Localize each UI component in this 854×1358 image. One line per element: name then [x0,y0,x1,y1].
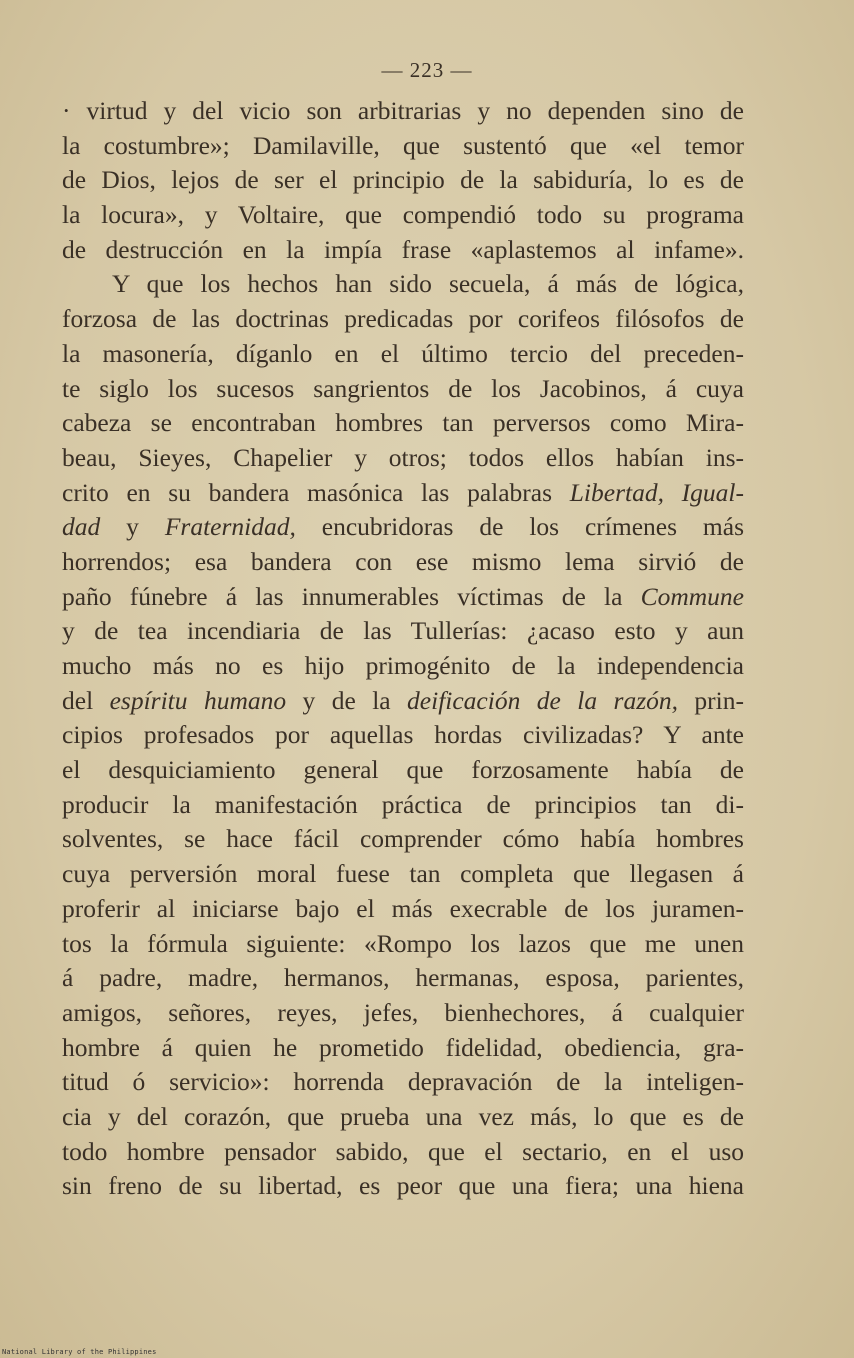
text-line: horrendos; esa bandera con ese mismo lema sirvió de [62,546,744,576]
text-line: el desquiciamiento general que forzosamente había de [62,755,744,785]
text-line: á padre, madre, hermanos, hermanas, esposa, parientes, [62,963,744,993]
text-line: tos la fórmula siguiente: «Rompo los lazos que me unen [62,928,744,958]
text-line: mucho más no es hijo primogénito de la independencia [62,651,744,680]
paragraph-start-line: Y que los hechos han sido secuela, á más de lógica, [112,269,744,299]
italic-run: dad [62,512,101,542]
page-body-text [62,94,744,1204]
text-run: encubridoras de los crímenes más [295,512,745,542]
library-credit: National Library of the Philippines [2,1348,157,1356]
text-line: cia y del corazón, que prueba una vez más, lo que es de [62,1101,744,1131]
italic-run: deificación de la razón, [407,685,678,715]
text-line [62,510,744,545]
text-line: todo hombre pensador sabido, que el sectario, en el uso [62,1136,744,1166]
text-run: prin- [678,685,744,715]
text-line: y de tea incendiaria de las Tullerías: ¿acaso esto y aun [62,616,744,646]
italic-run: Fraternidad, [164,512,296,542]
text-line: amigos, señores, reyes, jefes, bienhechores, á cualquier [62,997,744,1027]
text-run: y [100,512,165,542]
text-line: titud ó servicio»: horrenda depravación de la inteligen- [62,1067,744,1097]
text-line: te siglo los sucesos sangrientos de los Jacobinos, á cuya [62,373,744,403]
text-line: la locura», y Voltaire, que compendió todo su programa [62,200,744,230]
text-line: forzosa de las doctrinas predicadas por corifeos filósofos de [62,304,744,334]
text-line [62,684,744,719]
italic-run: Commune [640,581,744,611]
text-run: crito en su bandera masónica las palabras [62,477,570,507]
text-line: beau, Sieyes, Chapelier y otros; todos ellos habían ins- [62,442,744,472]
text-line: hombre á quien he prometido fidelidad, obediencia, gra- [62,1032,744,1062]
italic-run: espíritu humano [109,685,287,715]
text-line: la costumbre»; Damilaville, que sustentó que «el temor [62,130,744,160]
text-line [62,476,744,511]
text-line: sin freno de su libertad, es peor que una fiera; una hiena [62,1171,744,1201]
text-run: y de la [286,685,408,715]
text-line: cuya perversión moral fuese tan completa que llegasen á [62,859,744,889]
text-line: la masonería, díganlo en el último tercio del preceden- [62,338,744,368]
text-line: cipios profesados por aquellas hordas civilizadas? Y ante [62,720,744,750]
text-line [62,580,744,615]
italic-run: Libertad, Igual- [569,477,744,507]
text-line: solventes, se hace fácil comprender cómo había hombres [62,824,744,854]
text-line: · virtud y del vicio son arbitrarias y no dependen sino de [62,96,744,125]
text-line: proferir al iniciarse bajo el más execrable de los juramen- [62,893,744,923]
page-number: — 223 — [381,58,473,82]
text-line: de destrucción en la impía frase «aplastemos al infame». [62,234,744,264]
text-line: producir la manifestación práctica de principios tan di- [62,789,744,819]
text-run: del [62,685,110,715]
text-run: paño fúnebre á las innumerables víctimas de la [62,581,641,611]
text-line: de Dios, lejos de ser el principio de la sabiduría, lo es de [62,165,744,195]
text-line: cabeza se encontraban hombres tan perversos como Mira- [62,408,744,438]
